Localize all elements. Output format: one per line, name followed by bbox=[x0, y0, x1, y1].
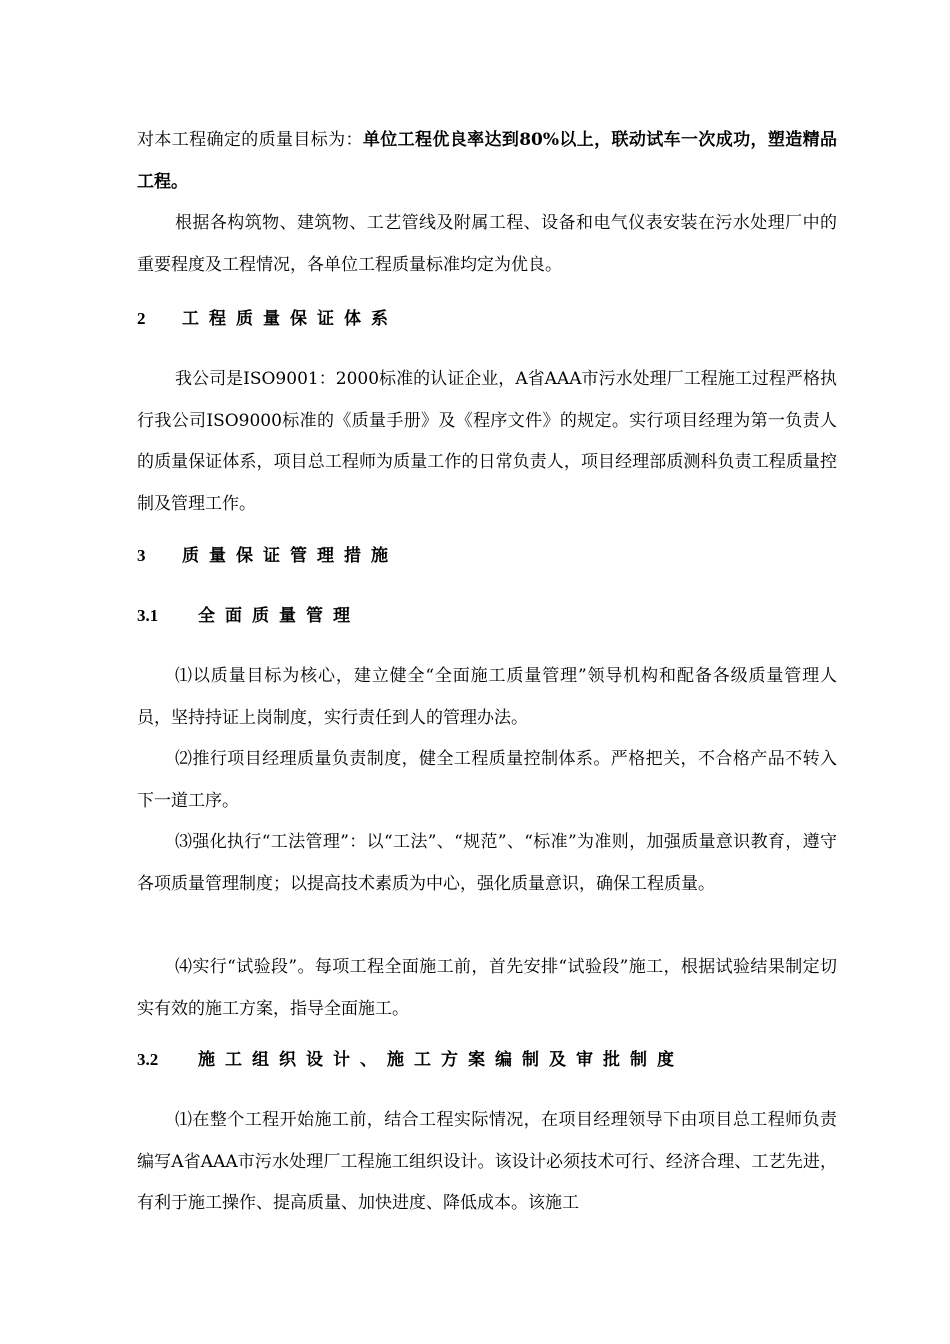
section-number: 3 bbox=[137, 546, 146, 565]
section-title: 质量保证管理措施 bbox=[182, 546, 398, 566]
section-heading-3 bbox=[137, 544, 398, 568]
list-item-3-2-1: ⑴在整个工程开始施工前，结合工程实际情况，在项目经理领导下由项目总工程师负责编写A省AAA市污水处理厂工程施工组织设计。该设计必须技术可行、经济合理、工艺先进，有利于施工操作、提高质量、加快进度、降低成本。该施工 bbox=[137, 1110, 837, 1213]
section-title: 施工组织设计、施工方案编制及审批制度 bbox=[198, 1050, 684, 1070]
section-heading-2 bbox=[137, 307, 398, 331]
list-item-3-1-1: ⑴以质量目标为核心，建立健全“全面施工质量管理”领导机构和配备各级质量管理人员，坚持持证上岗制度，实行责任到人的管理办法。 bbox=[137, 666, 837, 728]
paragraph-quality-goal bbox=[137, 120, 837, 203]
quality-goal-bold: 单位工程优良率达到80%以上，联动试车一次成功，塑造精品工程。 bbox=[137, 130, 838, 192]
paragraph-quality-system: 我公司是ISO9001：2000标准的认证企业，A省AAA市污水处理厂工程施工过程严格执行我公司ISO9000标准的《质量手册》及《程序文件》的规定。实行项目经理为第一负责人的质量保证体系，项目总工程师为质量工作的日常负责人，项目经理部质测科负责工程质量控制及管理工作。 bbox=[137, 369, 837, 514]
paragraph-quality-standard: 根据各构筑物、建筑物、工艺管线及附属工程、设备和电气仪表安装在污水处理厂中的重要程度及工程情况，各单位工程质量标准均定为优良。 bbox=[137, 213, 837, 275]
section-title: 工程质量保证体系 bbox=[182, 309, 398, 329]
section-title: 全面质量管理 bbox=[198, 606, 360, 626]
list-item-3-1-2: ⑵推行项目经理质量负责制度，健全工程质量控制体系。严格把关，不合格产品不转入下一道工序。 bbox=[137, 749, 837, 811]
section-number: 2 bbox=[137, 309, 146, 328]
list-item-3-1-4: ⑷实行“试验段”。每项工程全面施工前，首先安排“试验段”施工，根据试验结果制定切实有效的施工方案，指导全面施工。 bbox=[137, 957, 837, 1019]
section-number: 3.2 bbox=[137, 1050, 159, 1069]
section-number: 3.1 bbox=[137, 606, 159, 625]
list-item-3-1-3: ⑶强化执行“工法管理”：以“工法”、“规范”、“标准”为准则，加强质量意识教育，遵守各项质量管理制度；以提高技术素质为中心，强化质量意识，确保工程质量。 bbox=[137, 832, 837, 894]
quality-goal-prefix: 对本工程确定的质量目标为： bbox=[137, 130, 363, 150]
section-heading-3-2 bbox=[137, 1048, 684, 1072]
section-heading-3-1 bbox=[137, 604, 360, 628]
